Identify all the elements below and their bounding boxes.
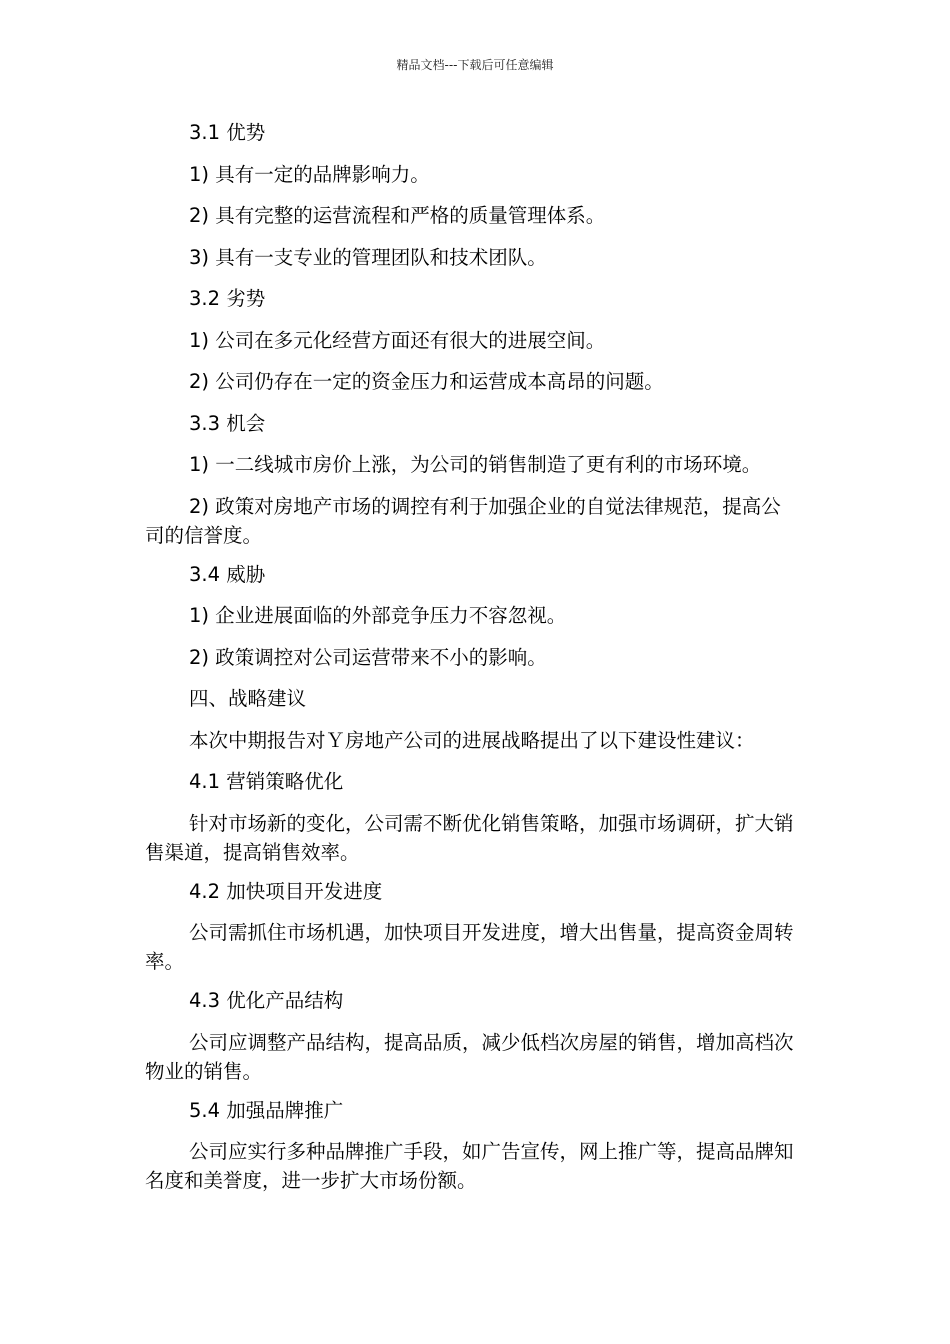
- section-heading-weaknesses: 3.2 劣势: [189, 287, 266, 310]
- strength-item-1: 1) 具有一定的品牌影响力。: [189, 162, 430, 186]
- page-header: 精品文档---下载后可任意编辑: [396, 58, 554, 72]
- section-heading-brand-promotion: 5.4 加强品牌推广: [189, 1098, 344, 1122]
- section-heading-marketing: 4.1 营销策略优化: [189, 770, 344, 793]
- threat-item-2: 2) 政策调控对公司运营带来不小的影响。: [189, 645, 547, 669]
- threat-item-1: 1) 企业进展面临的外部竞争压力不容忽视。: [189, 604, 567, 627]
- strength-item-2: 2) 具有完整的运营流程和严格的质量管理体系。: [189, 204, 606, 227]
- section-heading-product-structure: 4.3 优化产品结构: [189, 989, 344, 1012]
- weakness-item-2: 2) 公司仍存在一定的资金压力和运营成本高昂的问题。: [189, 370, 664, 393]
- strength-item-3: 3) 具有一支专业的管理团队和技术团队。: [189, 245, 547, 269]
- opportunity-item-2: 2) 政策对房地产市场的调控有利于加强企业的自觉法律规范，提高公司的信誉度。: [145, 494, 781, 547]
- chapter-heading-strategy: 四、战略建议: [189, 687, 307, 710]
- document-body: [145, 118, 800, 1205]
- section-heading-project-progress: 4.2 加快项目开发进度: [189, 879, 383, 903]
- section-heading-opportunities: 3.3 机会: [189, 411, 266, 435]
- section-heading-threats: 3.4 威胁: [189, 562, 266, 586]
- brand-promotion-paragraph: 公司应实行多种品牌推广手段，如广告宣传，网上推广等，提高品牌知名度和美誉度，进一步扩大市场份额。: [145, 1140, 794, 1192]
- opportunity-item-1: 1) 一二线城市房价上涨，为公司的销售制造了更有利的市场环境。: [189, 453, 762, 476]
- product-structure-paragraph: 公司应调整产品结构，提高品质，减少低档次房屋的销售，增加高档次物业的销售。: [145, 1030, 794, 1083]
- weakness-item-1: 1) 公司在多元化经营方面还有很大的进展空间。: [189, 328, 606, 352]
- section-heading-strengths: 3.1 优势: [189, 121, 266, 144]
- project-progress-paragraph: 公司需抓住市场机遇，加快项目开发进度，增大出售量，提高资金周转率。: [145, 921, 794, 973]
- marketing-paragraph: 针对市场新的变化，公司需不断优化销售策略，加强市场调研，扩大销售渠道，提高销售效率。: [145, 811, 794, 864]
- strategy-intro: 本次中期报告对Ｙ房地产公司的进展战略提出了以下建设性建议：: [189, 728, 755, 752]
